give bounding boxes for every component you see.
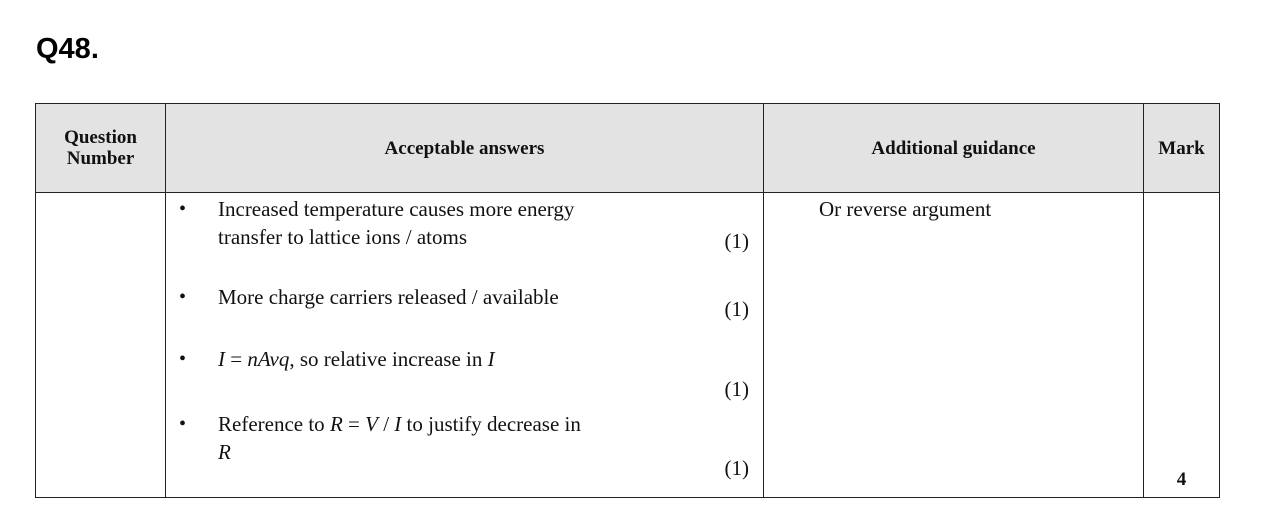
answer-3-italic-c: I — [487, 347, 495, 371]
answer-4-rest: to justify decrease in — [401, 412, 581, 436]
answer-row — [36, 193, 1220, 498]
guidance-text: Or reverse argument — [819, 197, 992, 221]
answer-4-line2: R — [218, 440, 231, 464]
header-row — [36, 104, 1220, 193]
bullet-icon: • — [179, 348, 187, 370]
answer-item-4 — [166, 410, 763, 490]
header-question-number-line1: Question — [64, 127, 137, 148]
header-question-number-line2: Number — [66, 148, 135, 169]
answer-4-italic-a: R — [329, 412, 343, 436]
answer-4-mid2: / — [377, 412, 395, 436]
header-question-number — [36, 104, 166, 193]
answer-3-mark: (1) — [724, 377, 749, 401]
bullet-icon: • — [179, 413, 187, 435]
answer-4-mark: (1) — [724, 456, 749, 480]
answer-2-mark: (1) — [724, 297, 749, 321]
question-number-cell — [36, 193, 166, 498]
answer-item-1 — [166, 195, 763, 275]
mark-scheme-table — [35, 103, 1220, 498]
answer-item-3 — [166, 345, 763, 405]
answer-3-italic-a: I — [218, 347, 225, 371]
answer-3-italic-b: nAvq — [247, 347, 290, 371]
answer-3-mid: = — [225, 347, 248, 371]
answer-1-line1: Increased temperature causes more energy — [218, 197, 575, 221]
answer-4-pre: Reference to — [218, 412, 330, 436]
acceptable-answers-cell — [166, 193, 764, 498]
header-mark: Mark — [1144, 104, 1220, 193]
answer-item-2 — [166, 283, 763, 333]
total-mark: 4 — [1176, 469, 1187, 490]
answer-3-rest: , so relative increase in — [289, 347, 488, 371]
bullet-icon: • — [179, 286, 187, 308]
additional-guidance-cell — [764, 193, 1144, 498]
answer-1-line2: transfer to lattice ions / atoms — [218, 225, 468, 249]
question-label: Q48. — [36, 33, 99, 65]
answer-2-line1: More charge carriers released / available — [218, 285, 559, 309]
answer-4-mid: = — [342, 412, 366, 436]
mark-cell — [1144, 193, 1220, 498]
bullet-icon: • — [179, 198, 187, 220]
header-additional-guidance: Additional guidance — [764, 104, 1144, 193]
answer-4-italic-c: I — [394, 412, 402, 436]
header-acceptable-answers: Acceptable answers — [166, 104, 764, 193]
answer-1-mark: (1) — [724, 229, 749, 253]
answer-4-italic-b: V — [365, 412, 378, 436]
